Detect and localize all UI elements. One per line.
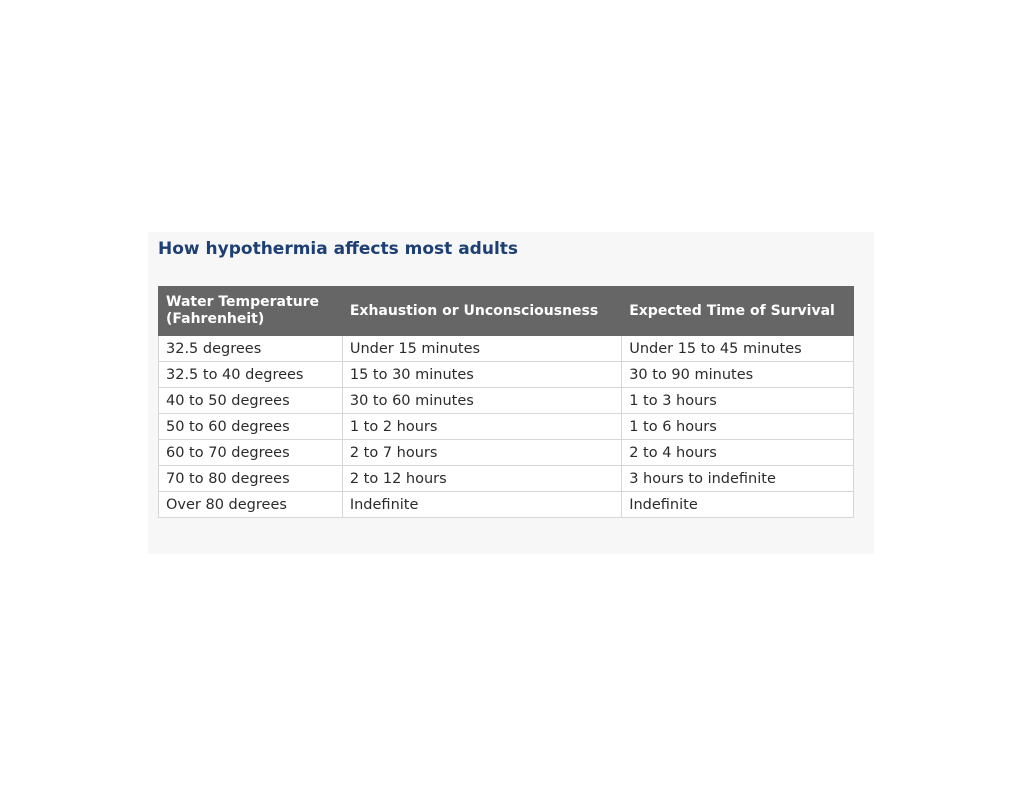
exhaustion-cell: 15 to 30 minutes: [342, 362, 621, 388]
page-title: How hypothermia affects most adults: [158, 239, 519, 259]
survival-time-cell: Under 15 to 45 minutes: [622, 336, 854, 362]
table-row: [159, 362, 854, 388]
exhaustion-cell: 2 to 7 hours: [342, 440, 621, 466]
header-survival-time: Expected Time of Survival: [622, 287, 854, 336]
table-row: [159, 440, 854, 466]
table-row: [159, 336, 854, 362]
survival-time-cell: 2 to 4 hours: [622, 440, 854, 466]
survival-time-cell: 3 hours to indefinite: [622, 466, 854, 492]
header-exhaustion: Exhaustion or Unconsciousness: [342, 287, 621, 336]
water-temperature-cell: 32.5 to 40 degrees: [159, 362, 343, 388]
exhaustion-cell: 2 to 12 hours: [342, 466, 621, 492]
table-header-row: [159, 287, 854, 336]
hypothermia-table: [158, 286, 854, 518]
exhaustion-cell: 30 to 60 minutes: [342, 388, 621, 414]
table-row: [159, 414, 854, 440]
survival-time-cell: 1 to 3 hours: [622, 388, 854, 414]
survival-time-cell: 30 to 90 minutes: [622, 362, 854, 388]
water-temperature-cell: 60 to 70 degrees: [159, 440, 343, 466]
exhaustion-cell: Under 15 minutes: [342, 336, 621, 362]
water-temperature-cell: Over 80 degrees: [159, 492, 343, 518]
exhaustion-cell: 1 to 2 hours: [342, 414, 621, 440]
water-temperature-cell: 32.5 degrees: [159, 336, 343, 362]
table-row: [159, 492, 854, 518]
water-temperature-cell: 70 to 80 degrees: [159, 466, 343, 492]
water-temperature-cell: 50 to 60 degrees: [159, 414, 343, 440]
water-temperature-cell: 40 to 50 degrees: [159, 388, 343, 414]
survival-time-cell: Indefinite: [622, 492, 854, 518]
exhaustion-cell: Indefinite: [342, 492, 621, 518]
table-row: [159, 388, 854, 414]
table-row: [159, 466, 854, 492]
survival-time-cell: 1 to 6 hours: [622, 414, 854, 440]
header-water-temperature: Water Temperature (Fahrenheit): [159, 287, 343, 336]
